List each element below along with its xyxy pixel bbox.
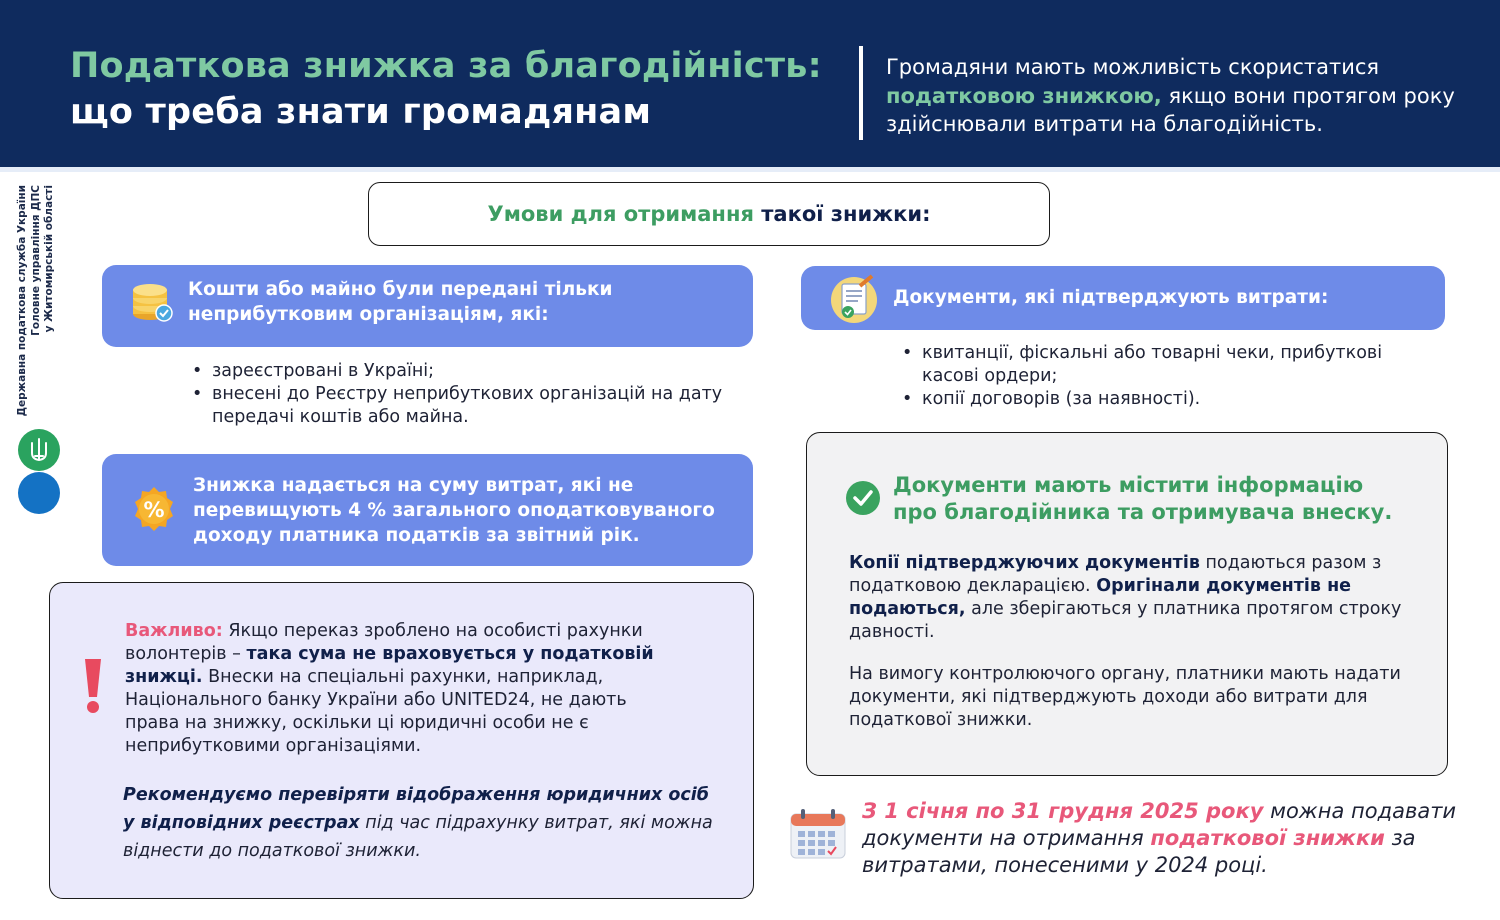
documents-info-paragraph-2: На вимогу контролюючого органу, платники мають надати документи, які підтверджують доходи або витрати для податкової знижки. xyxy=(849,664,1401,730)
nonprofit-bullets xyxy=(190,360,730,429)
important-text xyxy=(125,620,685,758)
org-line-2: Головне управління ДПС xyxy=(29,185,42,336)
org-line-1: Державна податкова служба України xyxy=(16,185,28,417)
nonprofit-card-text: Кошти або майно були передані тільки неприбутковим організаціям, які: xyxy=(188,279,613,325)
recommendation-rest: під час підрахунку витрат, які можна віднести до податкової знижки. xyxy=(123,813,713,861)
percent-icon xyxy=(131,486,177,532)
intro-highlight: податковою знижкою, xyxy=(886,83,1162,108)
conditions-title-dark: такої знижки: xyxy=(761,202,931,226)
docs-text-2: але зберігаються у платника протягом строку давності. xyxy=(849,599,1402,642)
header-divider xyxy=(859,46,863,140)
recommendation-bold: Рекомендуємо перевіряти відображення юридичних осіб у відповідних реєстрах xyxy=(123,785,710,833)
important-bold: така сума не враховується у податковій знижці. xyxy=(125,644,654,687)
organization-caption xyxy=(16,185,64,425)
docs-text-1: подаються разом з податковою декларацією. xyxy=(849,553,1382,596)
list-item: • квитанції, фіскальні або товарні чеки, прибуткові касові ордери; xyxy=(900,342,1400,388)
docs-bold-1: Копії підтверджуючих документів xyxy=(849,553,1200,573)
conditions-heading xyxy=(368,182,1050,246)
conditions-title-green: Умови для отримання xyxy=(487,202,754,226)
header-intro xyxy=(886,53,1476,139)
regional-logo xyxy=(18,472,60,514)
documents-info-title: Документи мають містити інформацію про благодійника та отримувача внеску. xyxy=(893,473,1393,524)
calendar-icon xyxy=(789,808,847,860)
documents-card-text: Документи, які підтверджують витрати: xyxy=(893,287,1329,308)
list-item: • зареєстровані в Україні; xyxy=(190,360,730,383)
page-title-line2: що треба знати громадянам xyxy=(70,92,652,132)
document-icon xyxy=(830,274,880,324)
important-label: Важливо: xyxy=(125,621,223,641)
intro-text-2: якщо вони протягом року здійснювали витрати на благодійність. xyxy=(886,83,1455,136)
limit-card-text: Знижка надається на суму витрат, які не перевищують 4 % загального оподатковуваного доходу платника податків за звітний рік. xyxy=(193,475,715,546)
check-circle-icon xyxy=(846,481,880,515)
deadline-dates: З 1 січня по 31 грудня 2025 року xyxy=(862,799,1264,823)
important-text-1: Якщо переказ зроблено на особисті рахунки волонтерів – xyxy=(125,621,643,664)
header-underline xyxy=(0,167,1500,172)
trident-icon xyxy=(18,429,60,471)
recommendation-text xyxy=(123,781,723,865)
tax-service-logo xyxy=(18,429,60,471)
important-text-2: Внески на спеціальні рахунки, наприклад, Національного банку України або UNITED24, не дають права на знижку, оскільки ці юридичні особи не є неприбутковими організаціями. xyxy=(125,667,627,756)
deadline-text-1: можна подавати документи на отримання xyxy=(862,799,1457,850)
deadline-highlight: податкової знижки xyxy=(1150,826,1385,850)
deadline-text xyxy=(862,798,1482,879)
intro-text-1: Громадяни мають можливість скористатися xyxy=(886,55,1380,79)
org-line-3: у Житомирській області xyxy=(43,185,55,333)
docs-bold-2: Оригінали документів не подаються, xyxy=(849,576,1352,619)
exclamation-icon xyxy=(80,657,106,715)
page-title-line1: Податкова знижка за благодійність: xyxy=(70,46,822,86)
list-item: • копії договорів (за наявності). xyxy=(900,388,1400,411)
documents-info-paragraph-1 xyxy=(849,552,1419,644)
deadline-text-2: за витратами, понесеними у 2024 році. xyxy=(862,826,1416,877)
documents-bullets xyxy=(900,342,1400,411)
list-item: • внесені до Реєстру неприбуткових організацій на дату передачі коштів або майна. xyxy=(190,383,730,429)
svg-text:%: % xyxy=(143,498,165,522)
coins-icon xyxy=(130,280,176,326)
